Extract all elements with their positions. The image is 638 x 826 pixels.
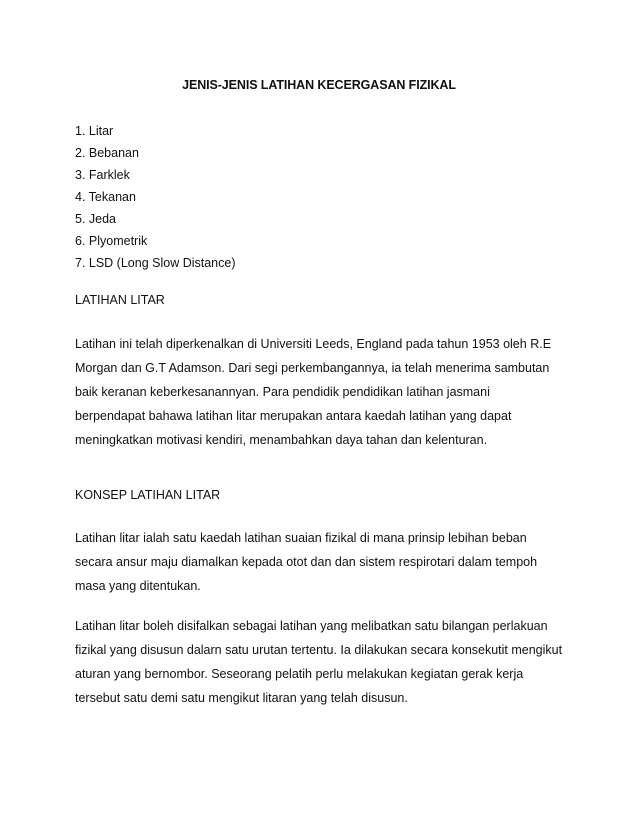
paragraph-line: baik keranan keberkesanannyan. Para pendidik pendidikan latihan jasmani — [75, 385, 490, 399]
paragraph-latihan-litar — [75, 332, 575, 452]
section-heading-latihan-litar: LATIHAN LITAR — [75, 293, 165, 307]
paragraph-line: masa yang ditentukan. — [75, 579, 201, 593]
list-item: 4. Tekanan — [75, 190, 136, 204]
paragraph-line: Morgan dan G.T Adamson. Dari segi perkembangannya, ia telah menerima sambutan — [75, 361, 550, 375]
section-heading-konsep-latihan-litar: KONSEP LATIHAN LITAR — [75, 488, 221, 502]
paragraph-line: secara ansur maju diamalkan kepada otot dan dan sistem respirotari dalam tempoh — [75, 555, 538, 569]
paragraph-konsep-1 — [75, 526, 575, 598]
paragraph-line: Latihan litar ialah satu kaedah latihan suaian fizikal di mana prinsip lebihan beban — [75, 531, 527, 545]
list-item: 5. Jeda — [75, 212, 117, 226]
exercise-type-list — [75, 120, 236, 274]
list-item: 2. Bebanan — [75, 146, 139, 160]
list-item: 6. Plyometrik — [75, 234, 148, 248]
document-title: JENIS-JENIS LATIHAN KECERGASAN FIZIKAL — [182, 78, 456, 92]
paragraph-line: tersebut satu demi satu mengikut litaran yang telah disusun. — [75, 691, 408, 705]
list-item: 7. LSD (Long Slow Distance) — [75, 256, 236, 270]
paragraph-konsep-2 — [75, 614, 575, 710]
paragraph-line: fizikal yang disusun dalarn satu urutan tertentu. Ia dilakukan secara konsekutit mengikut — [75, 643, 563, 657]
paragraph-line: berpendapat bahawa latihan litar merupakan antara kaedah latihan yang dapat — [75, 409, 512, 423]
list-item: 1. Litar — [75, 124, 114, 138]
paragraph-line: meningkatkan motivasi kendiri, menambahkan daya tahan dan kelenturan. — [75, 433, 488, 447]
list-item: 3. Farklek — [75, 168, 130, 182]
paragraph-line: aturan yang bernombor. Seseorang pelatih perlu melakukan kegiatan gerak kerja — [75, 667, 524, 681]
paragraph-line: Latihan ini telah diperkenalkan di Universiti Leeds, England pada tahun 1953 oleh R.E — [75, 337, 552, 351]
paragraph-line: Latihan litar boleh disifalkan sebagai latihan yang melibatkan satu bilangan perlakuan — [75, 619, 548, 633]
